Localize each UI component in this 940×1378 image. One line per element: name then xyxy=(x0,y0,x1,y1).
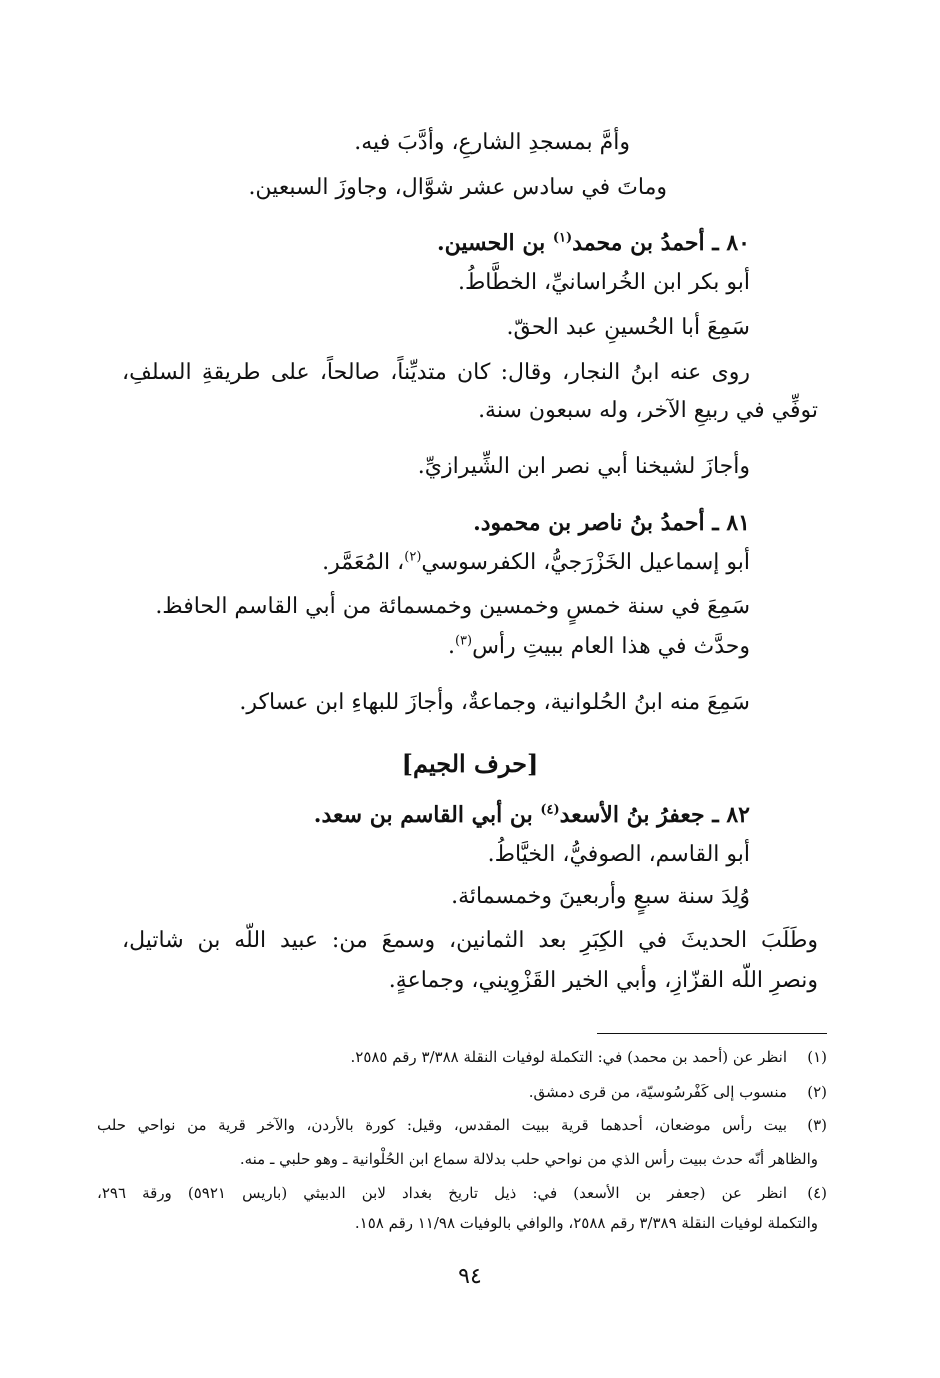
text-segment: . xyxy=(447,634,455,659)
entry-heading-80 xyxy=(437,228,750,258)
footnote-text: انظر عن (أحمد بن محمد) في: التكملة لوفيات النقلة ٣/٣٨٨ رقم ٢٥٨٥. xyxy=(350,1048,787,1066)
footnote-number: (٢) xyxy=(807,1083,827,1101)
text-segment: أبو إسماعيل الخَزْرَجيُّ، الكفرسوسي xyxy=(421,550,750,575)
text-line: وطَلَبَ الحديثَ في الكِبَرِ بعد الثمانين، وسمعَ من: عبيد اللّه بن شاتيل، xyxy=(122,928,818,953)
footnote-number: (٣) xyxy=(807,1116,827,1134)
footnote-ref-4: (٤) xyxy=(540,802,560,818)
text-line: سَمِعَ منه ابنُ الحُلوانية، وجماعةٌ، وأجازَ للبهاءِ ابن عساكر. xyxy=(239,690,750,715)
text-segment: وحدَّث في هذا العام ببيتِ رأس xyxy=(472,634,750,659)
footnote-ref-3: (٣) xyxy=(454,633,473,649)
footnote-text: بيت رأس موضعان، أحدهما قرية ببيت المقدس، وقيل: كورة بالأردن، والآخر قرية من نواحي حلب xyxy=(97,1116,787,1134)
text-line: وُلِدَ سنة سبعٍ وأربعينَ وخمسمائة. xyxy=(451,884,750,909)
footnote-text: منسوب إلى كَفْرسُوسيّة، من قرى دمشق. xyxy=(528,1083,787,1101)
text-line: روى عنه ابنُ النجار، وقال: كان متديِّناً، صالحاً، على طريقةِ السلفِ، xyxy=(122,360,750,385)
text-line: وماتَ في سادس عشر شوَّال، وجاوزَ السبعين. xyxy=(248,175,667,200)
text-line xyxy=(448,632,750,662)
text-line: أبو بكر ابن الخُراسانيِّ، الخطَّاطُ. xyxy=(457,270,750,295)
text-line: ونصرِ اللّه القزّازِ، وأبي الخير القَزْوِيني، وجماعةٍ. xyxy=(388,968,818,993)
entry-heading-82 xyxy=(314,800,750,830)
entry-heading-text: ٨٠ ـ أحمدُ بن محمد xyxy=(572,230,750,256)
text-line: وأجازَ لشيخنا أبي نصر ابن الشِّيرازيِّ. xyxy=(417,454,750,479)
text-line: سَمِعَ أبا الحُسينِ عبد الحقّ. xyxy=(506,315,750,340)
text-line: سَمِعَ في سنة خمسٍ وخمسين وخمسمائة من أبي القاسم الحافظ. xyxy=(155,594,750,619)
text-line: توفِّي في ربيعِ الآخر، وله سبعون سنة. xyxy=(478,398,818,423)
footnote-text: والتكملة لوفيات النقلة ٣/٣٨٩ رقم ٢٥٨٨، والوافي بالوفيات ١١/٩٨ رقم ١٥٨. xyxy=(354,1214,818,1232)
text-segment: ، المُعَمَّر. xyxy=(322,550,405,575)
entry-heading-text: بن أبي القاسم بن سعد. xyxy=(313,802,541,828)
entry-heading-text: بن الحسين. xyxy=(436,230,553,256)
text-line xyxy=(322,548,750,578)
footnote-number: (١) xyxy=(807,1048,827,1066)
section-heading: [حرف الجيم] xyxy=(401,749,539,778)
footnote-number: (٤) xyxy=(807,1184,827,1202)
text-line: وأمَّ بمسجدِ الشارعِ، وأدَّبَ فيه. xyxy=(354,130,630,155)
footnote-text: والظاهر أنّه حدث ببيت رأس الذي من نواحي حلب بدلالة سماع ابن الحُلْوانية ـ وهو حلبي ـ منه. xyxy=(239,1150,818,1168)
footnote-ref-1: (١) xyxy=(552,230,573,246)
footnote-text: انظر عن (جعفر بن الأسعد) في: ذيل تاريخ بغداد لابن الدبيثي (باريس ٥٩٢١) ورقة ٢٩٦، xyxy=(97,1184,787,1202)
footnote-ref-2: (٢) xyxy=(404,549,422,565)
footnote-divider xyxy=(597,1033,827,1034)
entry-heading-81: ٨١ ـ أحمدُ بنُ ناصر بن محمود. xyxy=(473,510,750,536)
page-number: ٩٤ xyxy=(458,1264,482,1289)
text-line: أبو القاسم، الصوفيُّ، الخيَّاطُ. xyxy=(487,842,750,867)
entry-heading-text: ٨٢ ـ جعفرُ بنُ الأسعد xyxy=(559,802,750,828)
